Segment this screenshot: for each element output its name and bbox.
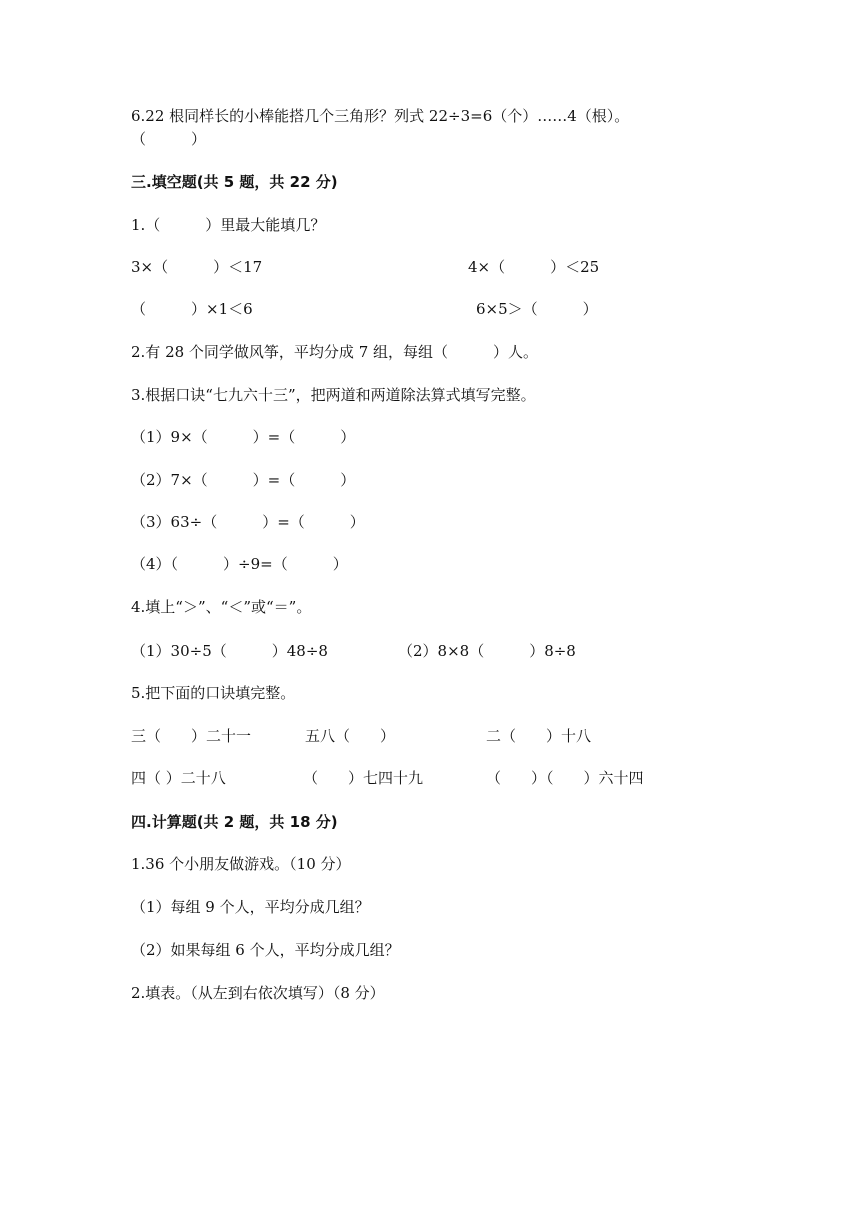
- s3-q5-r1-c3: 二（ ）十八: [486, 727, 592, 745]
- s3-q3-item-1: （1）9×（ ）=（ ）: [131, 428, 356, 446]
- s3-q3-item-2: （2）7×（ ）=（ ）: [131, 471, 356, 489]
- s4-q1-item-2: （2）如果每组 6 个人，平均分成几组？: [131, 941, 400, 959]
- s4-q2-title: 2.填表。（从左到右依次填写）（8 分）: [131, 984, 385, 1002]
- s3-q1-title: 1.（ ）里最大能填几？: [131, 216, 326, 234]
- s3-q5-r1-c1: 三（ ）二十一: [131, 727, 252, 745]
- s3-q3-item-4: （4）（ ）÷9=（ ）: [131, 555, 348, 573]
- s3-q1-item-c: （ ）×1＜6: [131, 300, 253, 318]
- s3-q5-r2-c3: （ ）（ ）六十四: [486, 769, 644, 787]
- s3-q1-item-b: 4×（ ）＜25: [468, 258, 600, 276]
- section-3-heading: 三.填空题(共 5 题，共 22 分): [131, 173, 338, 191]
- s3-q2-text: 2.有 28 个同学做风筝，平均分成 7 组，每组（ ）人。: [131, 343, 539, 361]
- s4-q1-item-1: （1）每组 9 个人，平均分成几组？: [131, 898, 370, 916]
- s3-q5-r2-c1: 四（ ）二十八: [131, 769, 226, 787]
- s3-q5-title: 5.把下面的口诀填完整。: [131, 684, 296, 702]
- s3-q4-title: 4.填上“＞”、“＜”或“＝”。: [131, 598, 312, 616]
- s3-q4-item-b: （2）8×8（ ）8÷8: [398, 642, 576, 660]
- section-4-heading: 四.计算题(共 2 题，共 18 分): [131, 813, 338, 831]
- question-6-text: 6.22 根同样长的小棒能搭几个三角形？列式 22÷3=6（个）……4（根）。: [131, 107, 630, 125]
- s3-q5-r1-c2: 五八（ ）: [305, 727, 396, 745]
- question-6-answer-blank: （ ）: [131, 130, 207, 148]
- s3-q5-r2-c2: （ ）七四十九: [303, 769, 424, 787]
- s3-q1-item-d: 6×5＞（ ）: [476, 300, 598, 318]
- s3-q4-item-a: （1）30÷5（ ）48÷8: [131, 642, 328, 660]
- s3-q1-item-a: 3×（ ）＜17: [131, 258, 263, 276]
- s3-q3-item-3: （3）63÷（ ）=（ ）: [131, 513, 365, 531]
- s4-q1-title: 1.36 个小朋友做游戏。（10 分）: [131, 855, 351, 873]
- s3-q3-title: 3.根据口诀“七九六十三”，把两道和两道除法算式填写完整。: [131, 386, 536, 404]
